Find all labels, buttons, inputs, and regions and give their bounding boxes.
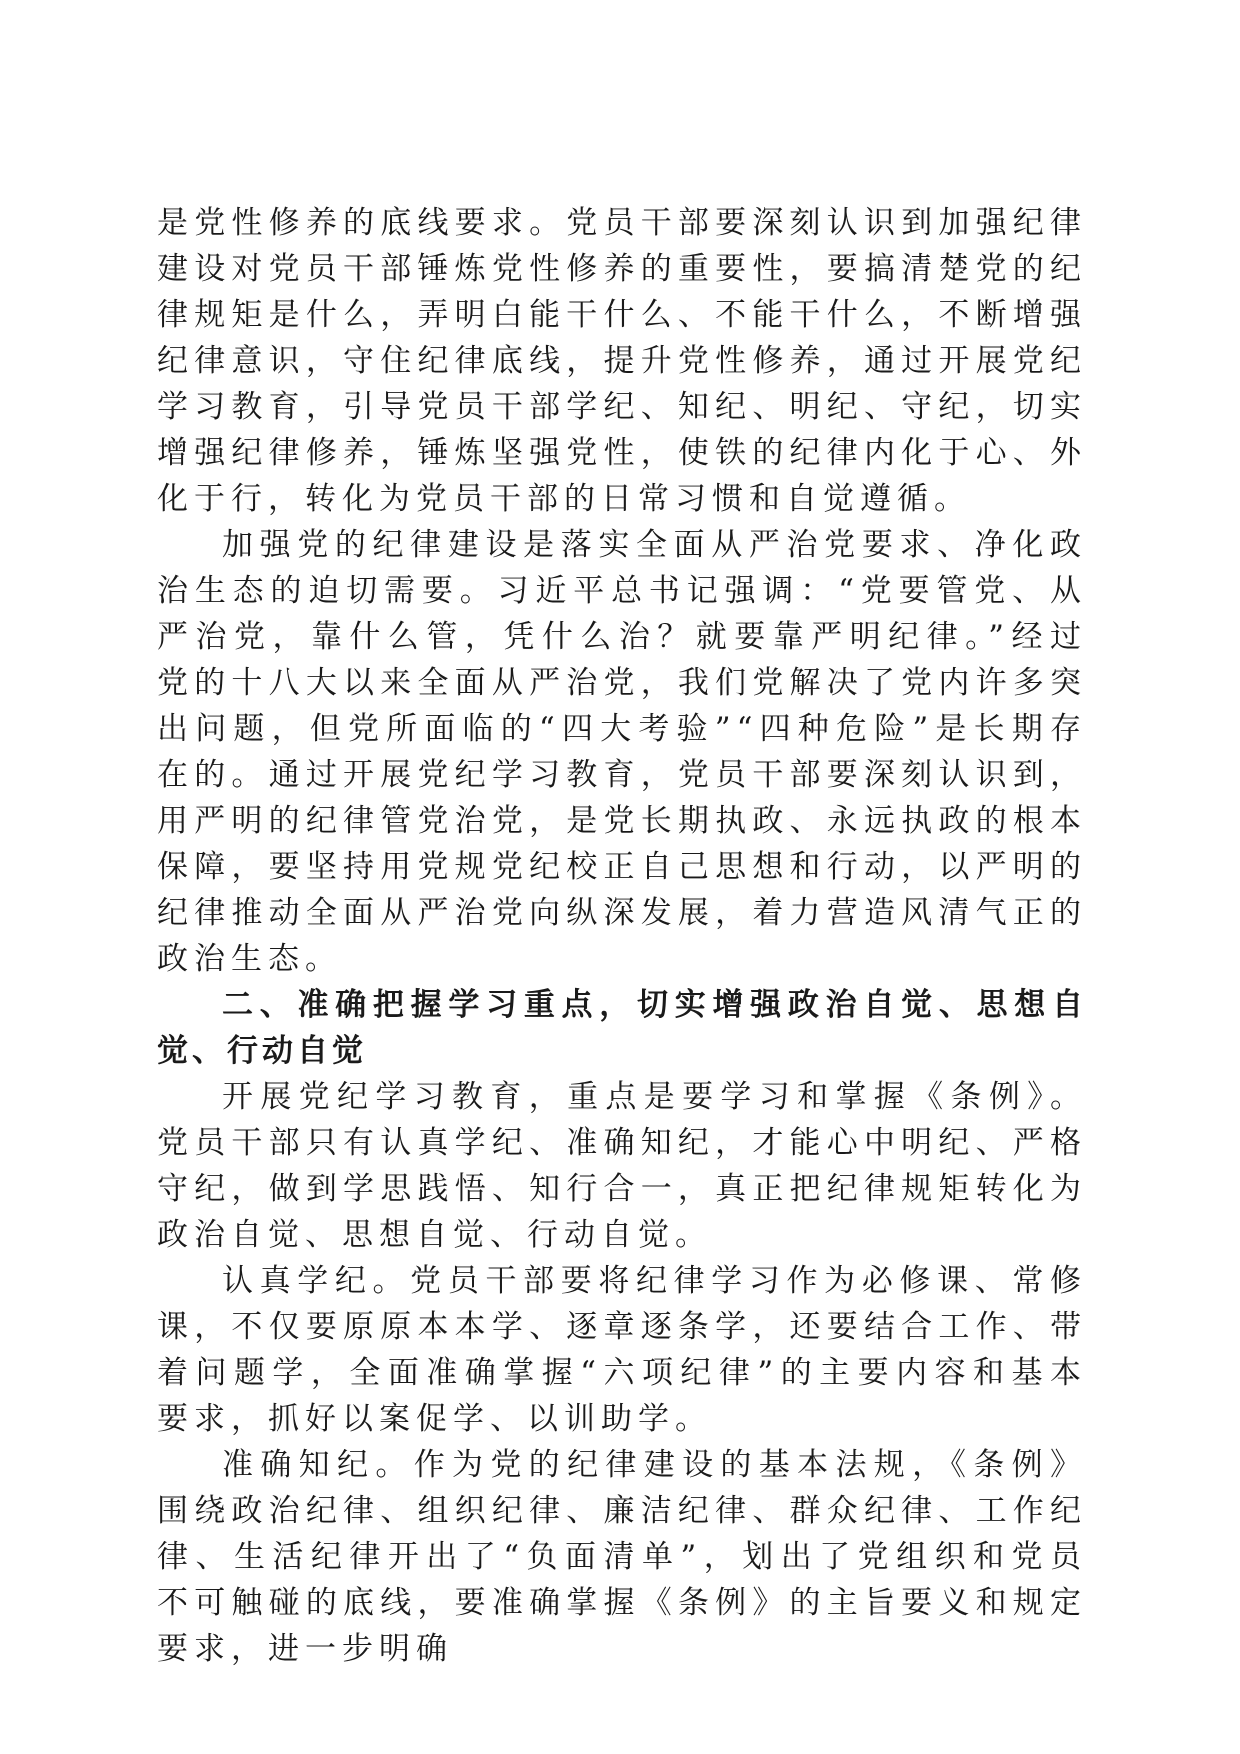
paragraph-party-spirit-cultivation: 是党性修养的底线要求。党员干部要深刻认识到加强纪律建设对党员干部锤炼党性修养的重要性，要搞清楚党的纪律规矩是什么，弄明白能干什么、不能干什么，不断增强纪律意识，守住纪律底线，提升党性修养，通过开展党纪学习教育，引导党员干部学纪、知纪、明纪、守纪，切实增强纪律修养，锤炼坚强党性，使铁的纪律内化于心、外化于行，转化为党员干部的日常习惯和自觉遵循。 [157, 205, 1087, 517]
paragraph-political-ecology: 加强党的纪律建设是落实全面从严治党要求、净化政治生态的迫切需要。习近平总书记强调：“党要管党、从严治党，靠什么管，凭什么治？就要靠严明纪律。”经过党的十八大以来全面从严治党，我们党解决了党内许多突出问题，但党所面临的“四大考验”“四种危险”是长期存在的。通过开展党纪学习教育，党员干部要深刻认识到，用严明的纪律管党治党，是党长期执政、永远执政的根本保障，要坚持用党规党纪校正自己思想和行动，以严明的纪律推动全面从严治党向纵深发展，着力营造风清气正的政治生态。 [157, 527, 1087, 977]
paragraph-study-focus: 开展党纪学习教育，重点是要学习和掌握《条例》。党员干部只有认真学纪、准确知纪，才能心中明纪、严格守纪，做到学思践悟、知行合一，真正把纪律规矩转化为政治自觉、思想自觉、行动自觉。 [157, 1079, 1087, 1253]
paragraph-know-discipline: 准确知纪。作为党的纪律建设的基本法规，《条例》围绕政治纪律、组织纪律、廉洁纪律、群众纪律、工作纪律、生活纪律开出了“负面清单”，划出了党组织和党员不可触碰的底线，要准确掌握《条例》的主旨要义和规定要求，进一步明确 [157, 1447, 1087, 1667]
paragraph-study-discipline: 认真学纪。党员干部要将纪律学习作为必修课、常修课，不仅要原原本本学、逐章逐条学，还要结合工作、带着问题学，全面准确掌握“六项纪律”的主要内容和基本要求，抓好以案促学、以训助学。 [157, 1263, 1087, 1437]
document-body [157, 200, 1087, 1672]
section-heading-two: 二、准确把握学习重点，切实增强政治自觉、思想自觉、行动自觉 [157, 987, 1087, 1069]
